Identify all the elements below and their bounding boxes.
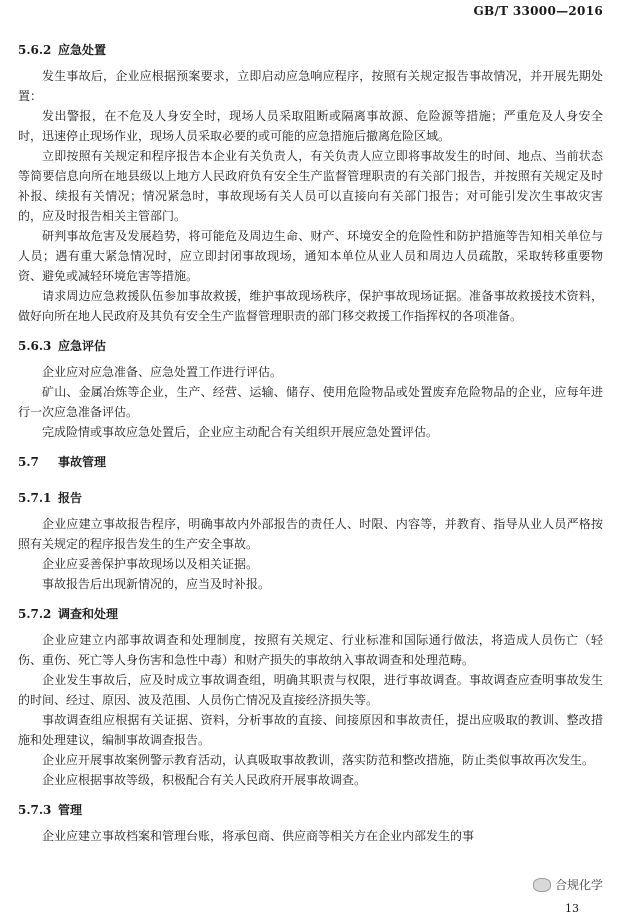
paragraph: 企业应建立内部事故调查和处理制度，按照有关规定、行业标准和国际通行做法，将造成人员伤亡（轻伤、重伤、死亡等人身伤害和急性中毒）和财产损失的事故纳入事故调查和处理范畴。 <box>18 633 603 667</box>
paragraph: 事故调查组应根据有关证据、资料，分析事故的直接、间接原因和事故责任，提出应吸取的教训、整改措施和处理建议，编制事故调查报告。 <box>18 713 603 747</box>
paragraph: 研判事故危害及发展趋势，将可能危及周边生命、财产、环境安全的危险性和防护措施等告知相关单位与人员；遇有重大紧急情况时，应立即封闭事故现场，通知本单位从业人员和周边人员疏散，采取转移重要物资、避免或减轻环境危害等措施。 <box>18 229 603 283</box>
paragraph: 矿山、金属冶炼等企业，生产、经营、运输、储存、使用危险物品或处置废弃危险物品的企业，应每年进行一次应急准备评估。 <box>18 385 603 419</box>
section-number: 5.6.2 <box>18 43 52 57</box>
page-number: 13 <box>565 902 579 915</box>
section-number: 5.7.2 <box>18 607 52 621</box>
paragraph: 发生事故后，企业应根据预案要求，立即启动应急响应程序，按照有关规定报告事故情况，并开展先期处置： <box>18 69 603 103</box>
section-number: 5.6.3 <box>18 339 52 353</box>
section-title: 管理 <box>58 803 83 817</box>
paragraph: 事故报告后出现新情况的，应当及时补报。 <box>42 577 271 591</box>
standard-code: GB/T 33000—2016 <box>473 4 603 18</box>
paragraph: 企业应对应急准备、应急处置工作进行评估。 <box>42 365 283 379</box>
section-heading <box>18 800 603 820</box>
paragraph: 企业应开展事故案例警示教育活动，认真吸取事故教训，落实防范和整改措施，防止类似事故再次发生。 <box>42 753 595 767</box>
section-title: 事故管理 <box>58 455 107 469</box>
section-heading <box>18 336 603 356</box>
paragraph: 完成险情或事故应急处置后，企业应主动配合有关组织开展应急处置评估。 <box>42 425 439 439</box>
paragraph: 请求周边应急救援队伍参加事故救援，维护事故现场秩序，保护事故现场证据。准备事故救援技术资料，做好向所在地人民政府及其负有安全生产监督管理职责的部门移交救援工作指挥权的各项准备。 <box>18 289 603 323</box>
wechat-logo-icon <box>533 878 551 892</box>
section-title: 应急评估 <box>58 339 107 353</box>
section-heading <box>18 488 603 508</box>
document-body <box>18 40 603 846</box>
section-number: 5.7.3 <box>18 803 52 817</box>
paragraph: 企业发生事故后，应及时成立事故调查组，明确其职责与权限，进行事故调查。事故调查应查明事故发生的时间、经过、原因、波及范围、人员伤亡情况及直接经济损失等。 <box>18 673 603 707</box>
section-heading <box>18 604 603 624</box>
paragraph: 企业应根据事故等级，积极配合有关人民政府开展事故调查。 <box>42 773 367 787</box>
paragraph: 企业应建立事故报告程序，明确事故内外部报告的责任人、时限、内容等，并教育、指导从业人员严格按照有关规定的程序报告发生的生产安全事故。 <box>18 517 603 551</box>
section-heading <box>18 452 603 472</box>
section-title: 调查和处理 <box>58 607 119 621</box>
paragraph: 立即按照有关规定和程序报告本企业有关负责人，有关负责人应立即将事故发生的时间、地点、当前状态等简要信息向所在地县级以上地方人民政府负有安全生产监督管理职责的有关部门报告，并按照有关规定及时补报、续报有关情况；情况紧急时，事故现场有关人员可以直接向有关部门报告；对可能引发次生事故灾害的，应及时报告相关主管部门。 <box>18 149 603 223</box>
watermark <box>533 876 603 893</box>
watermark-text: 合规化学 <box>554 878 603 892</box>
section-number: 5.7.1 <box>18 491 52 505</box>
section-title: 应急处置 <box>58 43 107 57</box>
paragraph: 企业应建立事故档案和管理台账，将承包商、供应商等相关方在企业内部发生的事 <box>42 829 475 843</box>
paragraph: 发出警报，在不危及人身安全时，现场人员采取阻断或隔离事故源、危险源等措施；严重危及人身安全时，迅速停止现场作业，现场人员采取必要的或可能的应急措施后撤离危险区域。 <box>18 109 603 143</box>
section-number: 5.7 <box>18 455 39 469</box>
paragraph: 企业应妥善保护事故现场以及相关证据。 <box>42 557 259 571</box>
section-title: 报告 <box>58 491 83 505</box>
section-heading <box>18 40 603 60</box>
